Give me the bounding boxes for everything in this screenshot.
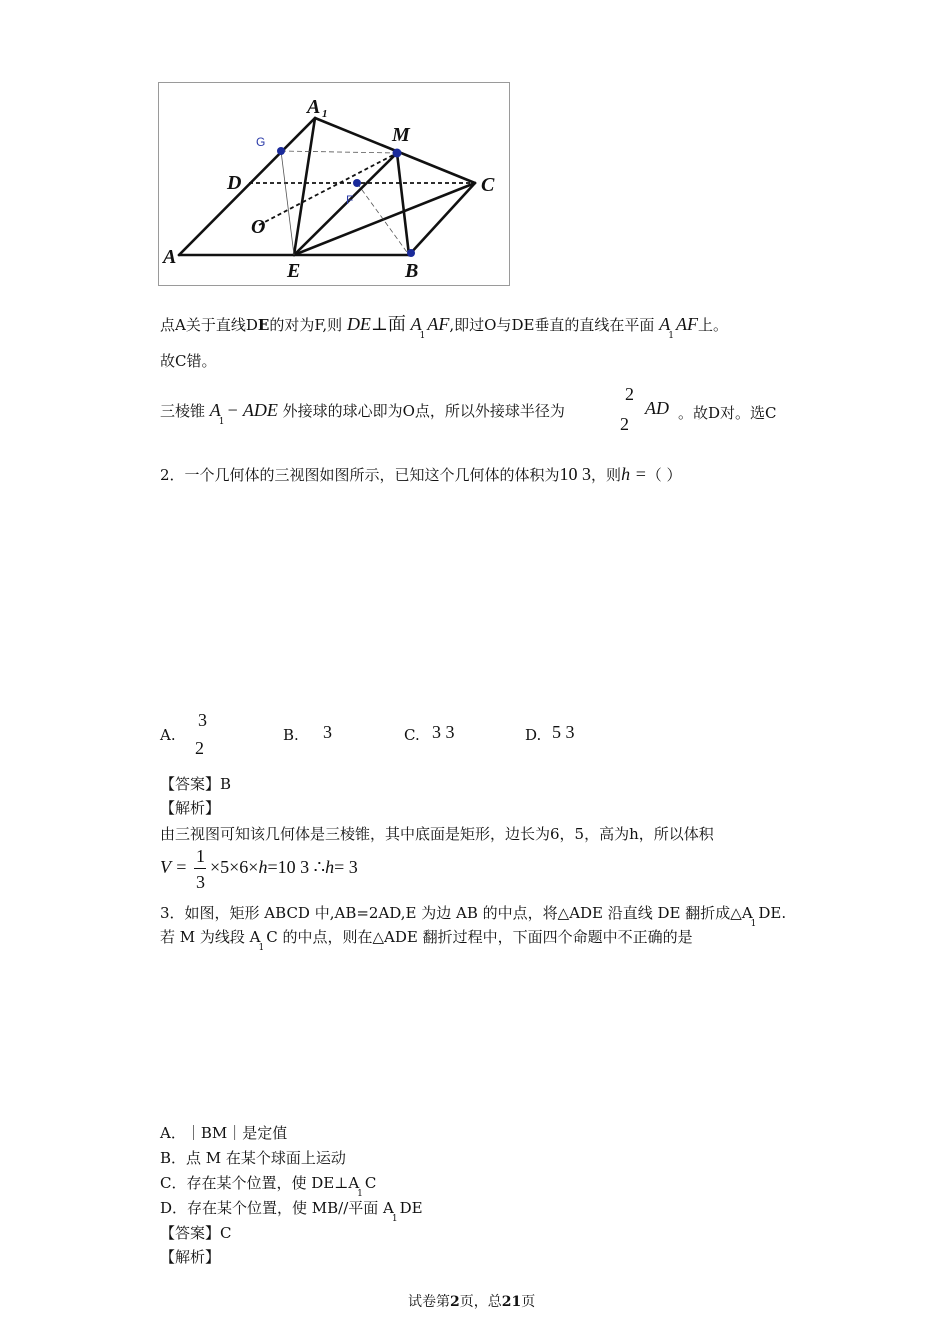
solution-paragraph-3 (160, 400, 565, 427)
text-segment: 点A关于直线D (160, 316, 258, 334)
math-subscript: 1 (668, 331, 674, 341)
question-2-stem (160, 464, 682, 485)
math-ADE: − ADE (226, 400, 278, 420)
label-M: M (392, 124, 410, 146)
edge-E-C (294, 183, 475, 255)
fraction-bar (194, 868, 206, 869)
q2-volume-formula (160, 857, 187, 878)
geometry-figure (158, 82, 510, 286)
text-segment: ,即过O与DE垂直的直线在平面 (449, 316, 655, 334)
point-M (393, 149, 402, 158)
math-result: = 3 (334, 857, 358, 877)
question-text: 2．一个几何体的三视图如图所示，已知这个几何体的体积为 (160, 466, 560, 484)
q2-option-a-denominator: 2 (195, 738, 204, 758)
q2-option-c-value: 3 3 (432, 722, 455, 742)
math-equals: =10 3 ∴ (267, 857, 326, 877)
q3-option-c (160, 1172, 377, 1199)
label-F: F (346, 193, 354, 207)
footer-text: 页，总 (459, 1294, 502, 1310)
q2-analysis-text: 由三视图可知该几何体是三棱锥，其中底面是矩形，边长为6，5，高为h，所以体积 (160, 825, 714, 843)
dashed-O-M (259, 153, 397, 225)
label-O: O (251, 216, 266, 238)
edge-B-C (409, 183, 475, 255)
label-E: E (287, 260, 301, 282)
math-A: A (209, 400, 221, 420)
point-G (277, 147, 285, 155)
q3-option-d (160, 1197, 423, 1224)
label-A1-sub: 1 (322, 108, 328, 120)
formula-denominator: 3 (196, 872, 205, 892)
page-footer (408, 1291, 535, 1311)
math-product: ×5×6× (210, 857, 259, 877)
q2-option-a-numerator: 3 (198, 710, 207, 730)
text-segment: 三棱锥 (160, 402, 206, 420)
math-AF: AF (675, 314, 698, 334)
text-segment: C (364, 1174, 377, 1192)
text-segment: 3．如图，矩形 ABCD 中,AB=2AD,E 为边 AB 的中点，将△ADE 沿直线 DE 翻折成△A (160, 904, 753, 922)
math-A: A (659, 314, 671, 334)
text-segment: DE (399, 1199, 423, 1217)
text-segment: E (257, 316, 270, 334)
math-subscript: 1 (750, 919, 757, 929)
question-3-line-2 (160, 926, 693, 953)
question-3-line-1 (160, 902, 787, 929)
q2-option-d-label: D. (525, 726, 542, 744)
math-V: V = (160, 857, 188, 877)
total-pages: 21 (501, 1294, 522, 1310)
fraction-denominator: 2 (620, 414, 629, 434)
text-segment: C 的中点，则在△ADE 翻折过程中，下面四个命题中不正确的是 (266, 928, 693, 946)
q3-option-a: A．｜BM｜是定值 (160, 1124, 288, 1142)
label-G: G (256, 135, 266, 149)
formula-rest (210, 857, 358, 878)
footer-text: 页 (521, 1294, 536, 1310)
math-A: A (410, 314, 422, 334)
math-subscript: 1 (258, 943, 265, 953)
text-segment: C．存在某个位置，使 DE⊥A (160, 1174, 360, 1192)
edge-A-A1 (179, 118, 315, 255)
text-segment: 的对为F,则 (269, 316, 343, 334)
q2-option-b-label: B. (283, 726, 299, 744)
q3-answer: 【答案】C (160, 1224, 232, 1242)
label-D: D (227, 172, 242, 194)
math-subscript: 1 (419, 331, 426, 341)
label-A: A (163, 246, 177, 268)
point-F (353, 179, 361, 187)
volume-value: 10 3 (559, 464, 592, 484)
text-segment: 。故D对。选C (678, 404, 777, 422)
q2-analysis-title: 【解析】 (160, 799, 221, 817)
q2-answer: 【答案】B (160, 775, 232, 793)
dashed-G-M (281, 151, 397, 153)
math-subscript: 1 (391, 1214, 398, 1224)
math-AF: AF (427, 314, 450, 334)
text-segment: 外接球的球心即为O点，所以外接球半径为 (282, 402, 565, 420)
page-number: 2 (450, 1294, 460, 1310)
math-h: h (325, 857, 335, 877)
q2-option-a-label: A. (160, 726, 176, 744)
text-segment: ，则 (591, 466, 622, 484)
math-subscript: 1 (357, 1189, 363, 1199)
answer-blank: （ ） (646, 466, 682, 484)
solution-paragraph-2: 故C错。 (160, 352, 217, 370)
q2-option-c-label: C. (404, 726, 420, 744)
q2-option-d-value: 5 3 (552, 722, 575, 742)
text-segment: DE. (758, 904, 787, 922)
math-h: h = (621, 464, 647, 484)
perp-symbol: ⊥面 (370, 314, 406, 334)
q2-option-b-value: 3 (323, 722, 332, 742)
edge-M-B (397, 153, 409, 255)
text-segment: 若 M 为线段 A (160, 928, 261, 946)
label-C: C (481, 174, 495, 196)
math-subscript: 1 (218, 417, 225, 427)
folded-rectangle-diagram (159, 83, 509, 285)
label-A1: A (307, 96, 321, 118)
q3-analysis-title: 【解析】 (160, 1248, 221, 1266)
label-B: B (405, 260, 419, 282)
text-segment: 上。 (697, 316, 728, 334)
q3-option-b: B．点 M 在某个球面上运动 (160, 1149, 346, 1167)
math-DE: DE (346, 314, 371, 334)
fraction-numerator: 2 (625, 384, 634, 404)
formula-numerator: 1 (196, 846, 205, 866)
solution-paragraph-1 (160, 310, 728, 341)
footer-text: 试卷第 (408, 1294, 450, 1310)
text-segment: D．存在某个位置，使 MB//平面 A (160, 1199, 394, 1217)
math-AD: AD (645, 398, 669, 418)
math-h: h (258, 857, 268, 877)
line-G-E (281, 151, 294, 255)
edge-A1-E (294, 118, 315, 255)
point-B (407, 249, 415, 257)
